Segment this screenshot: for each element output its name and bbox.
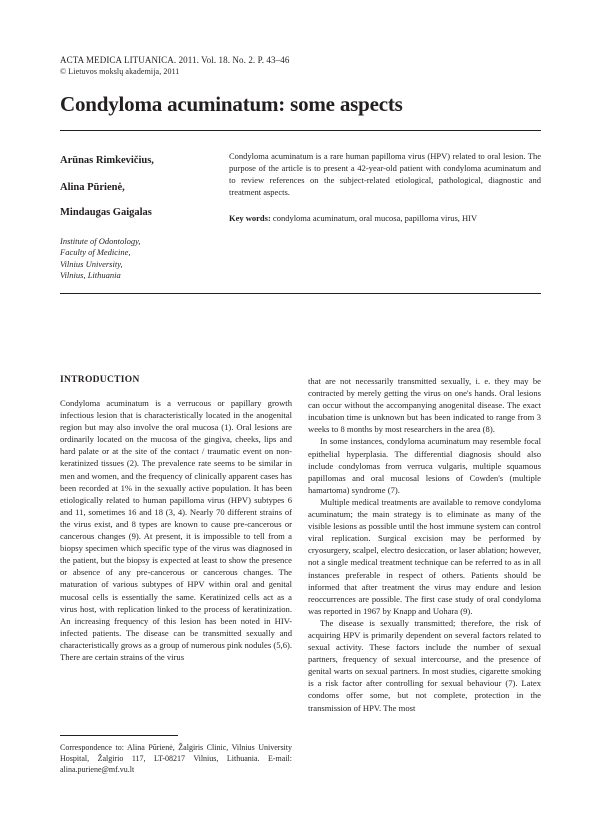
journal-header [60,55,289,77]
affiliation [60,236,141,281]
keywords-label: Key words: [229,213,271,223]
affiliation-line: Faculty of Medicine, [60,247,131,258]
right-column [308,375,541,714]
article-title: Condyloma acuminatum: some aspects [60,92,403,116]
abstract: Condyloma acuminatum is a rare human papilloma virus (HPV) related to oral lesion. The purpose of the article is to present a 42-year-old patient with condyloma acuminatum and to review references on the subject-related etiological, pathological, diagnostic and treatment aspects. [229,151,541,197]
abstract-rule [60,293,541,294]
body-paragraph: In some instances, condyloma acuminatum may resemble focal epithelial hyperplasia. The differential diagnosis should also include condylomas from verruca vulgaris, multiple squamous papillomas and oral mucosal lesions of Cowden's (multiple hamartoma) syndrome (7). [308,436,541,495]
affiliation-line: Institute of Odontology, [60,236,141,246]
keywords [229,212,541,224]
section-heading-introduction: INTRODUCTION [60,375,140,385]
author-2: Alina Pūrienė, [60,182,125,193]
body-paragraph: that are not necessarily transmitted sexually, i. e. they may be contracted by merely getting the virus on one's hands. Oral lesions can occur without the accompanying anogenital disease. The exact incubation time is unknown but has been indicated to range from 3 weeks to 8 months by most researchers in the area (8). [308,376,541,435]
body-paragraph: The disease is sexually transmitted; therefore, the risk of acquiring HPV is primarily dependent on several factors related to sexual activity. These factors include the number of sexual partners, frequency of sexual intercourse, and the presence of genital warts on sexual partners. In most studies, cigarette smoking is a risk factor after controlling for sexual behaviour (7). Latex condoms offer some, but not complete, protection in the transmission of HPV. The most [308,617,541,713]
left-column [60,397,292,663]
title-rule [60,130,541,131]
journal-citation: ACTA MEDICA LITUANICA. 2011. Vol. 18. No. 2. P. 43–46 [60,55,290,65]
footnote-rule [60,735,178,736]
correspondence-footnote: Correspondence to: Alina Pūrienė, Žalgiris Clinic, Vilnius University Hospital, Žalgirio 117, LT-08217 Vilnius, Lithuania. E-mail: alina.puriene@mf.vu.lt [60,743,292,775]
affiliation-line: Vilnius University, [60,258,123,269]
affiliation-line: Vilnius, Lithuania [60,269,121,280]
copyright-notice: © Lietuvos mokslų akademija, 2011 [60,67,180,76]
author-1: Arūnas Rimkevičius, [60,155,154,166]
body-paragraph: Condyloma acuminatum is a verrucous or papillary growth infectious lesion that is characteristically located in the anogenital region but may also involve the oral mucosa (1). Oral lesions are ordinarily located on the mucosa of the gingiva, cheeks, lips and hard palate or at the site of the contact / traumatic event on non-keratinized tissues (2). The prevalence rate seems to be similar in men and women, and the frequency of clinically apparent cases has been recorded at 1% in the sexually active population. It has been etiologically related to human papilloma virus (HPV) subtypes 6 and 11, sometimes 16 and 18 (3, 4). Nearly 70 different strains of the virus exist, and 8 types are known to cause pre-cancerous or cancerous changes (9). At present, it is impossible to tell from a biopsy specimen which specific type of the virus was diagnosed in the patient, but the biopsy is expected at least to show the presence or absence of any pre-cancerous or cancerous changes. The maturation of various subtypes of HPV within oral and genital mucosal cells is essentially the same. Keratinized cells act as a virus host, with replication linked to the process of keratinization. An increasing frequency of this lesion has been noted in HIV-infected patients. The disease can be transmitted sexually and characteristically grows as a group of numerous pink nodules (5,6). There are certain strains of the virus [60,398,292,662]
keywords-list: condyloma acuminatum, oral mucosa, papilloma virus, HIV [270,213,478,223]
body-paragraph: Multiple medical treatments are available to remove condyloma acuminatum; the main strategy is to eliminate as many of the visible lesions as possible until the host immune system can control viral replication. Surgical excision may be performed by cryosurgery, scalpel, electro desiccation, or laser ablation; however, not a single medical treatment technique can be referred to as in all instances preferable in respect of others. Patients should be informed that after treatment the virus may endure and lesion reoccurrences are possible. The first case study of oral condyloma was reported in 1967 by Knapp and Uohara (9). [308,496,541,616]
author-3: Mindaugas Gaigalas [60,207,152,218]
